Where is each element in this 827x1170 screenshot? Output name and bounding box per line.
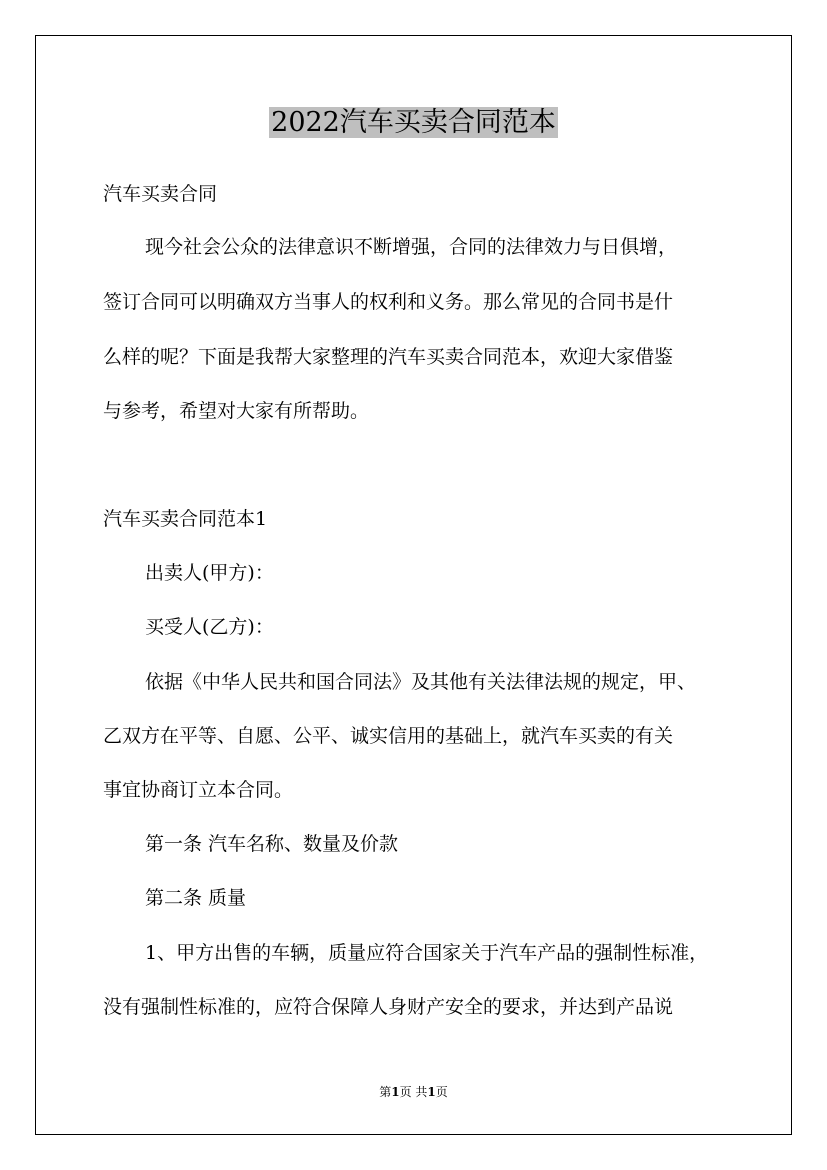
paragraph-line: 现今社会公众的法律意识不断增强，合同的法律效力与日俱增， [145,236,678,258]
footer-mid: 页 共 [399,1085,428,1099]
section-heading: 汽车买卖合同范本1 [103,508,268,530]
article-heading: 第二条 质量 [145,887,247,909]
footer-total-pages: 1 [427,1085,436,1099]
document-title [0,103,827,143]
paragraph-line: 没有强制性标准的，应符合保障人身财产安全的要求，并达到产品说 [103,996,674,1018]
paragraph-line: 么样的呢？下面是我帮大家整理的汽车买卖合同范本，欢迎大家借鉴 [103,346,674,368]
paragraph-line: 事宜协商订立本合同。 [103,779,294,801]
page-footer [0,1083,827,1101]
paragraph-line: 出卖人(甲方)： [145,562,274,584]
paragraph-line: 依据《中华人民共和国合同法》及其他有关法律法规的规定，甲、 [145,671,697,693]
paragraph-line: 签订合同可以明确双方当事人的权利和义务。那么常见的合同书是什 [103,291,674,313]
footer-suffix: 页 [435,1085,448,1099]
footer-page-number: 1 [391,1085,400,1099]
title-text: 2022汽车买卖合同范本 [271,107,556,138]
paragraph-line: 乙双方在平等、自愿、公平、诚实信用的基础上，就汽车买卖的有关 [103,725,674,747]
paragraph-line: 与参考，希望对大家有所帮助。 [103,400,370,422]
footer-prefix: 第 [379,1085,392,1099]
paragraph-line: 买受人(乙方)： [145,616,274,638]
section-heading: 汽车买卖合同 [103,183,218,205]
paragraph-line: 1、甲方出售的车辆，质量应符合国家关于汽车产品的强制性标准， [145,942,709,964]
article-heading: 第一条 汽车名称、数量及价款 [145,833,399,855]
